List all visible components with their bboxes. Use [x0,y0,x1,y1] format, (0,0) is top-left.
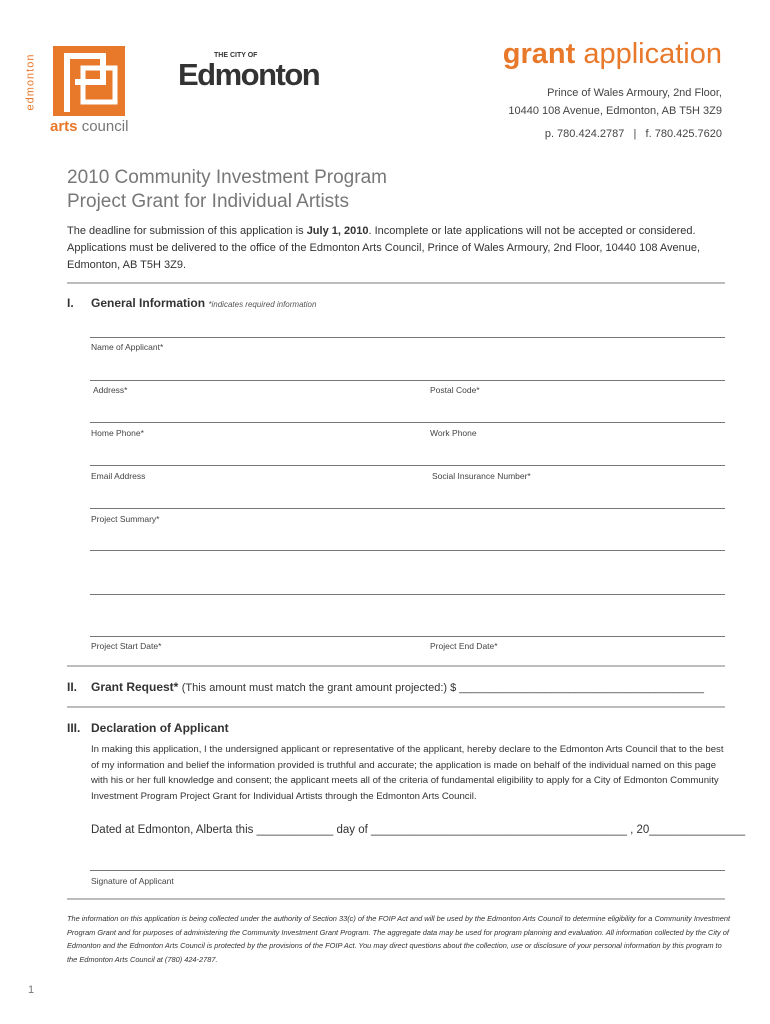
end-date-label: Project End Date* [430,641,498,651]
intro-part2: . Incomplete or late applications will not be accepted or considered. Applications must be delivered to the office of the Edmonton Arts Council, Prince of Wales Armoury, 2nd Floor, 10440 108 Avenue, Edmonton, AB T5H 3Z9. [67,225,701,271]
signature-label: Signature of Applicant [91,876,174,886]
email-label: Email Address [91,471,146,481]
city-of-edmonton-logo [178,48,323,90]
city-small-text: THE CITY OF [214,52,258,59]
section3-number: III. [67,721,81,735]
arts-council-logo-icon [53,46,125,116]
address-line[interactable] [90,380,725,381]
grant-application-title [503,38,722,71]
section1-title [91,296,316,310]
phone-line[interactable] [90,422,725,423]
edmonton-vertical-text: edmonton [24,53,37,111]
section2-title [91,680,704,694]
work-phone-label: Work Phone [430,428,477,438]
section1-title-text: General Information [91,296,206,310]
summary-line-2[interactable] [90,550,725,551]
city-name-text: Edmonton [178,57,320,90]
arts-council-wordmark [50,118,128,135]
postal-code-label: Postal Code* [430,385,480,395]
declaration-text: In making this application, I the undersigned applicant or representative of the applicant, hereby declare to the Edmonton Arts Council that to the best of my information and belief the information provided is truthful and accurate; the application is made on behalf of the individual named on this page with his or her full knowledge and consent; the applicant meets all of the criteria of fundamental eligibility to apply for a City of Edmonton Community Investment Program Project Grant for Individual Artists through the Edmonton Arts Council. [91,744,724,803]
email-line[interactable] [90,465,725,466]
project-summary-label: Project Summary* [91,514,160,524]
name-line[interactable] [90,337,725,338]
summary-line-4[interactable] [90,636,725,637]
start-date-label: Project Start Date* [91,641,162,651]
address-line-1: Prince of Wales Armoury, 2nd Floor, [547,87,722,99]
summary-line-top[interactable] [90,508,725,509]
address-label: Address* [93,385,128,395]
section-divider [67,706,725,708]
title-light: application [583,38,722,70]
section2-number: II. [67,680,78,694]
dated-line[interactable]: Dated at Edmonton, Alberta this ____________ day of ________________________________________ , 20_______________ [91,824,746,836]
grant-request-amount-field[interactable]: (This amount must match the grant amount projected:) $ ________________________________________ [181,682,704,694]
name-label: Name of Applicant* [91,342,164,352]
section3-title: Declaration of Applicant [91,721,229,735]
page-number: 1 [28,984,35,996]
contact-line: p. 780.424.2787 | f. 780.425.7620 [544,128,722,140]
grant-request-title: Grant Request* [91,680,179,694]
council-word: council [81,118,129,135]
signature-line[interactable] [90,870,725,871]
section1-number: I. [67,296,74,310]
sin-label: Social Insurance Number* [432,471,531,481]
program-title-line1: 2010 Community Investment Program [67,167,387,188]
section-divider [67,665,725,667]
program-title [67,166,387,214]
required-note: *indicates required information [208,300,317,309]
program-title-line2: Project Grant for Individual Artists [67,191,349,212]
home-phone-label: Home Phone* [91,428,144,438]
intro-part1: The deadline for submission of this application is [67,225,307,237]
foip-footer-text: The information on this application is being collected under the authority of Section 33(c) of the FOIP Act and will be used by the Edmonton Arts Council to determine eligibility for a Community Investment Program Grant and for purposes of administering the Community Investment Grant Program. The aggregate data may be used for program planning and evaluation. All information collected by the City of Edmonton and the Edmonton Arts Council is protected by the provisions of the FOIP Act. You may direct questions about the collection, use or disclosure of your personal information by this program to the Edmonton Arts Council at (780) 424-2787. [67,914,731,964]
summary-line-3[interactable] [90,594,725,595]
edmonton-vertical-brand [24,40,52,130]
intro-paragraph [67,223,727,274]
section-divider [67,898,725,900]
arts-word: arts [50,118,78,135]
section-divider [67,282,725,284]
address-line-2: 10440 108 Avenue, Edmonton, AB T5H 3Z9 [508,105,722,117]
deadline-date: July 1, 2010 [306,225,369,237]
title-bold: grant [502,38,576,70]
